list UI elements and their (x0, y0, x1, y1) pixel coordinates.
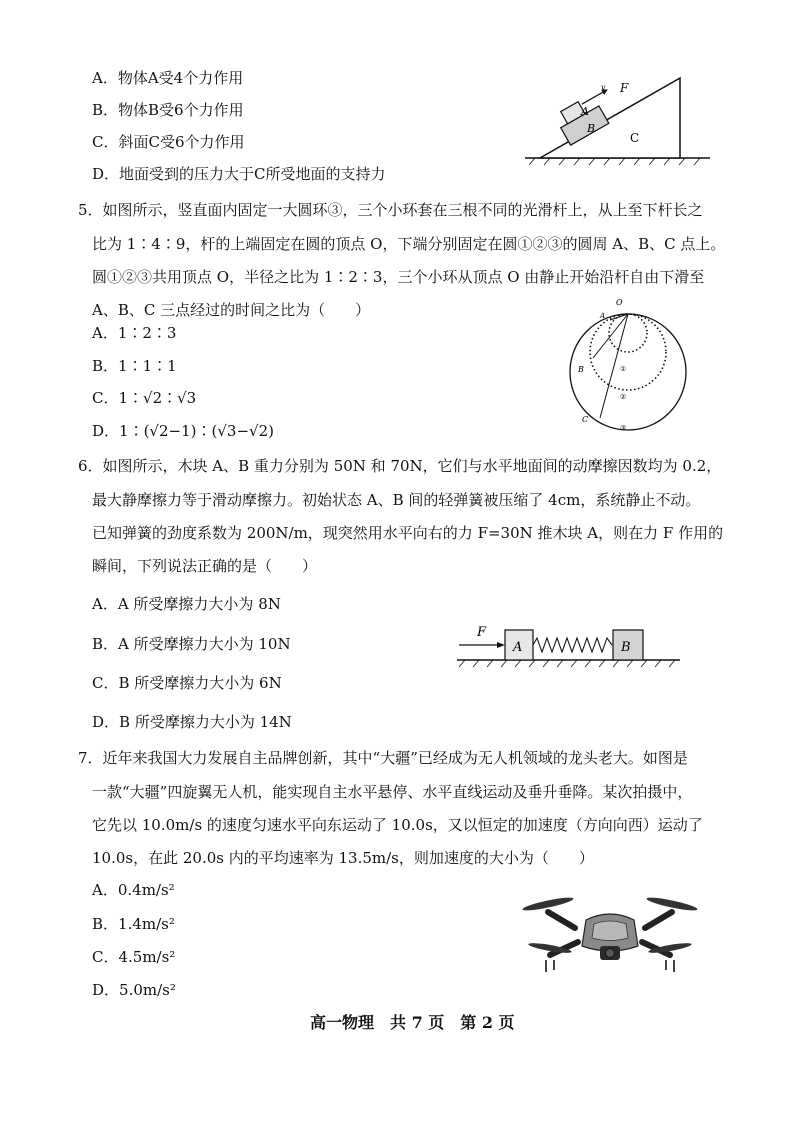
incline-figure (515, 70, 715, 170)
q4-option-c: C．斜面C受6个力作用 (92, 133, 245, 151)
q7-option-d: D．5.0m/s² (92, 981, 176, 999)
page-footer: 高一物理 共 7 页 第 2 页 (310, 1013, 515, 1032)
q6-stem-line-2: 最大静摩擦力等于滑动摩擦力。初始状态 A、B 间的轻弹簧被压缩了 4cm，系统静止不动。 (92, 491, 701, 509)
q5-option-d: D．1∶(√2−1)∶(√3−√2) (92, 422, 274, 440)
q6-stem-line-4: 瞬间，下列说法正确的是（ ） (92, 557, 318, 575)
q5-option-a: A．1∶2∶3 (92, 324, 177, 342)
q7-stem-line-3: 它先以 10.0m/s 的速度匀速水平向东运动了 10.0s，又以恒定的加速度（方向向西）运动了 (92, 816, 703, 834)
circle-3 (570, 314, 686, 430)
q7-stem-line-4: 10.0s，在此 20.0s 内的平均速率为 13.5m/s，则加速度的大小为（ ） (92, 849, 594, 867)
label-f: F (620, 81, 629, 95)
q6-option-a: A．A 所受摩擦力大小为 8N (92, 595, 281, 613)
label-a: A (600, 312, 606, 320)
q4-option-a: A．物体A受4个力作用 (92, 69, 244, 87)
label-circle-3: ③ (620, 424, 627, 432)
q7-stem-line-1: 7．近年来我国大力发展自主品牌创新，其中“大疆”已经成为无人机领域的龙头老大。如图是 (78, 749, 688, 767)
q7-option-a: A．0.4m/s² (92, 881, 175, 899)
drone-figure (520, 880, 700, 980)
label-c: C (630, 131, 640, 145)
q7-option-b: B．1.4m/s² (92, 915, 175, 933)
label-v: v (601, 83, 606, 92)
label-c: C (582, 415, 589, 424)
spring-figure (455, 620, 685, 672)
label-b: B (621, 640, 631, 655)
q5-stem-line-1: 5．如图所示，竖直面内固定一大圆环③，三个小环套在三根不同的光滑杆上，从上至下杆长之 (78, 201, 703, 219)
circles-figure (560, 292, 700, 442)
q5-stem-line-2: 比为 1∶4∶9，杆的上端固定在圆的顶点 O，下端分别固定在圆①②③的圆周 A、B、C 点上。 (92, 235, 726, 253)
label-f: F (477, 625, 487, 640)
spring (533, 638, 612, 652)
label-b: B (587, 122, 596, 135)
q6-stem-line-1: 6．如图所示，木块 A、B 重力分别为 50N 和 70N，它们与水平地面间的动摩擦因数均为 0.2， (78, 457, 722, 475)
label-o: O (616, 298, 623, 307)
q6-option-c: C．B 所受摩擦力大小为 6N (92, 674, 282, 692)
label-a: A (581, 105, 589, 118)
q5-option-c: C．1∶√2∶√3 (92, 389, 197, 407)
q6-option-b: B．A 所受摩擦力大小为 10N (92, 635, 291, 653)
label-b: B (578, 365, 584, 374)
circle-2 (590, 314, 666, 390)
q7-stem-line-2: 一款“大疆”四旋翼无人机，能实现自主水平悬停、水平直线运动及垂升垂降。某次拍摄中， (92, 783, 693, 801)
incline-c (540, 78, 680, 158)
q5-option-b: B．1∶1∶1 (92, 357, 177, 375)
q6-stem-line-3: 已知弹簧的劲度系数为 200N/m，现突然用水平向右的力 F=30N 推木块 A，则在力 F 作用的 (92, 524, 724, 542)
q5-stem-line-4: A、B、C 三点经过的时间之比为（ ） (92, 301, 371, 319)
camera-lens (606, 949, 615, 958)
label-circle-1: ① (620, 365, 627, 373)
q5-stem-line-3: 圆①②③共用顶点 O，半径之比为 1∶2∶3，三个小环从顶点 O 由静止开始沿杆自由下滑至 (92, 268, 705, 286)
q6-option-d: D．B 所受摩擦力大小为 14N (92, 713, 292, 731)
label-circle-2: ② (620, 393, 627, 401)
q4-option-d: D．地面受到的压力大于C所受地面的支持力 (92, 165, 386, 183)
label-a: A (513, 640, 523, 655)
q7-option-c: C．4.5m/s² (92, 948, 176, 966)
circle-1 (609, 314, 647, 352)
q4-option-b: B．物体B受6个力作用 (92, 101, 244, 119)
